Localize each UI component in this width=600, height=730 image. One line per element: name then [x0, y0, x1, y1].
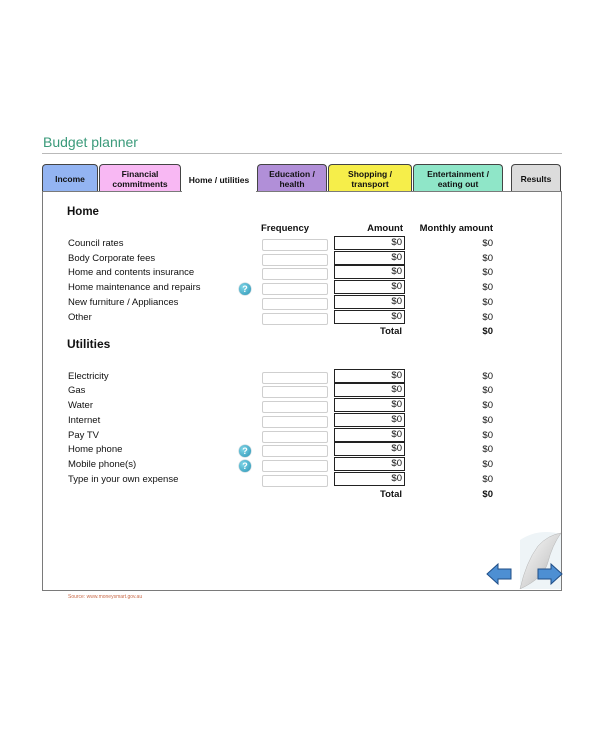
tab-home-utilities[interactable] [182, 166, 256, 193]
amount-input[interactable]: $0 [334, 472, 405, 486]
monthly-amount-value: $0 [482, 415, 493, 426]
home-row-label: Other [68, 312, 92, 323]
frequency-select[interactable] [262, 268, 328, 280]
home-row-label: Council rates [68, 238, 124, 249]
help-icon[interactable]: ? [239, 283, 251, 295]
arrow-right-icon[interactable] [537, 562, 563, 586]
frequency-select[interactable] [262, 386, 328, 398]
home-row-label: New furniture / Appliances [68, 297, 179, 308]
monthly-amount-value: $0 [482, 297, 493, 308]
home-total-label: Total [380, 326, 402, 337]
tab-label: Entertainment / eating out [427, 168, 489, 189]
amount-input[interactable]: $0 [334, 265, 405, 279]
monthly-amount-value: $0 [482, 267, 493, 278]
home-heading: Home [67, 206, 99, 218]
arrow-left-icon[interactable] [486, 562, 512, 586]
utilities-total-value: $0 [482, 489, 493, 500]
utilities-row-label: Electricity [68, 371, 109, 382]
utilities-row-label: Water [68, 400, 93, 411]
tab-results[interactable] [511, 164, 561, 192]
frequency-select[interactable] [262, 298, 328, 310]
source-note: Source: www.moneysmart.gov.au [68, 594, 143, 600]
tab-label: Education / health [269, 168, 315, 189]
amount-input[interactable]: $0 [334, 398, 405, 412]
frequency-column-header: Frequency [261, 223, 310, 234]
home-row-label: Body Corporate fees [68, 253, 156, 264]
frequency-select[interactable] [262, 460, 328, 472]
amount-input[interactable]: $0 [334, 428, 405, 442]
utilities-row-label: Gas [68, 385, 86, 396]
frequency-select[interactable] [262, 239, 328, 251]
utilities-row-label: Home phone [68, 444, 123, 455]
amount-input[interactable]: $0 [334, 236, 405, 250]
tab-entertainment-eating-out[interactable] [413, 164, 503, 192]
utilities-row-label: Mobile phone(s) [68, 459, 137, 470]
frequency-select[interactable] [262, 445, 328, 457]
tab-label: Results [520, 173, 552, 184]
frequency-select[interactable] [262, 283, 328, 295]
title-divider [42, 153, 562, 154]
tab-label: Shopping / transport [348, 168, 392, 189]
amount-input[interactable]: $0 [334, 383, 405, 397]
monthly-amount-value: $0 [482, 474, 493, 485]
amount-input[interactable]: $0 [334, 280, 405, 294]
frequency-select[interactable] [262, 475, 328, 487]
tab-label: Income [55, 173, 85, 184]
frequency-select[interactable] [262, 313, 328, 325]
tab-financial-commitments[interactable] [99, 164, 181, 192]
utilities-row-label: Internet [68, 415, 101, 426]
utilities-row-label: Type in your own expense [68, 474, 179, 485]
frequency-select[interactable] [262, 416, 328, 428]
tab-education-health[interactable] [257, 164, 327, 192]
frequency-select[interactable] [262, 431, 328, 443]
home-row-label: Home maintenance and repairs [68, 282, 201, 293]
amount-column-header: Amount [367, 223, 403, 234]
utilities-heading: Utilities [67, 337, 111, 351]
home-row-label: Home and contents insurance [68, 267, 195, 278]
monthly-amount-value: $0 [482, 238, 493, 249]
monthly-amount-column-header: Monthly amount [419, 223, 493, 234]
monthly-amount-value: $0 [482, 444, 493, 455]
monthly-amount-value: $0 [482, 282, 493, 293]
monthly-amount-value: $0 [482, 400, 493, 411]
amount-input[interactable]: $0 [334, 442, 405, 456]
amount-input[interactable]: $0 [334, 310, 405, 324]
monthly-amount-value: $0 [482, 371, 493, 382]
amount-input[interactable]: $0 [334, 413, 405, 427]
amount-input[interactable]: $0 [334, 457, 405, 471]
help-icon[interactable]: ? [239, 445, 251, 457]
utilities-row-label: Pay TV [68, 430, 99, 441]
amount-input[interactable]: $0 [334, 251, 405, 265]
amount-input[interactable]: $0 [334, 369, 405, 383]
frequency-select[interactable] [262, 254, 328, 266]
monthly-amount-value: $0 [482, 430, 493, 441]
tab-income[interactable] [42, 164, 98, 192]
tab-label: Home / utilities [188, 174, 250, 185]
monthly-amount-value: $0 [482, 253, 493, 264]
tab-shopping-transport[interactable] [328, 164, 412, 192]
frequency-select[interactable] [262, 401, 328, 413]
monthly-amount-value: $0 [482, 459, 493, 470]
page-title: Budget planner [43, 134, 138, 150]
utilities-total-label: Total [380, 489, 402, 500]
monthly-amount-value: $0 [482, 385, 493, 396]
monthly-amount-value: $0 [482, 312, 493, 323]
help-icon[interactable]: ? [239, 460, 251, 472]
home-total-value: $0 [482, 326, 493, 337]
frequency-select[interactable] [262, 372, 328, 384]
tab-label: Financial commitments [112, 168, 168, 189]
amount-input[interactable]: $0 [334, 295, 405, 309]
